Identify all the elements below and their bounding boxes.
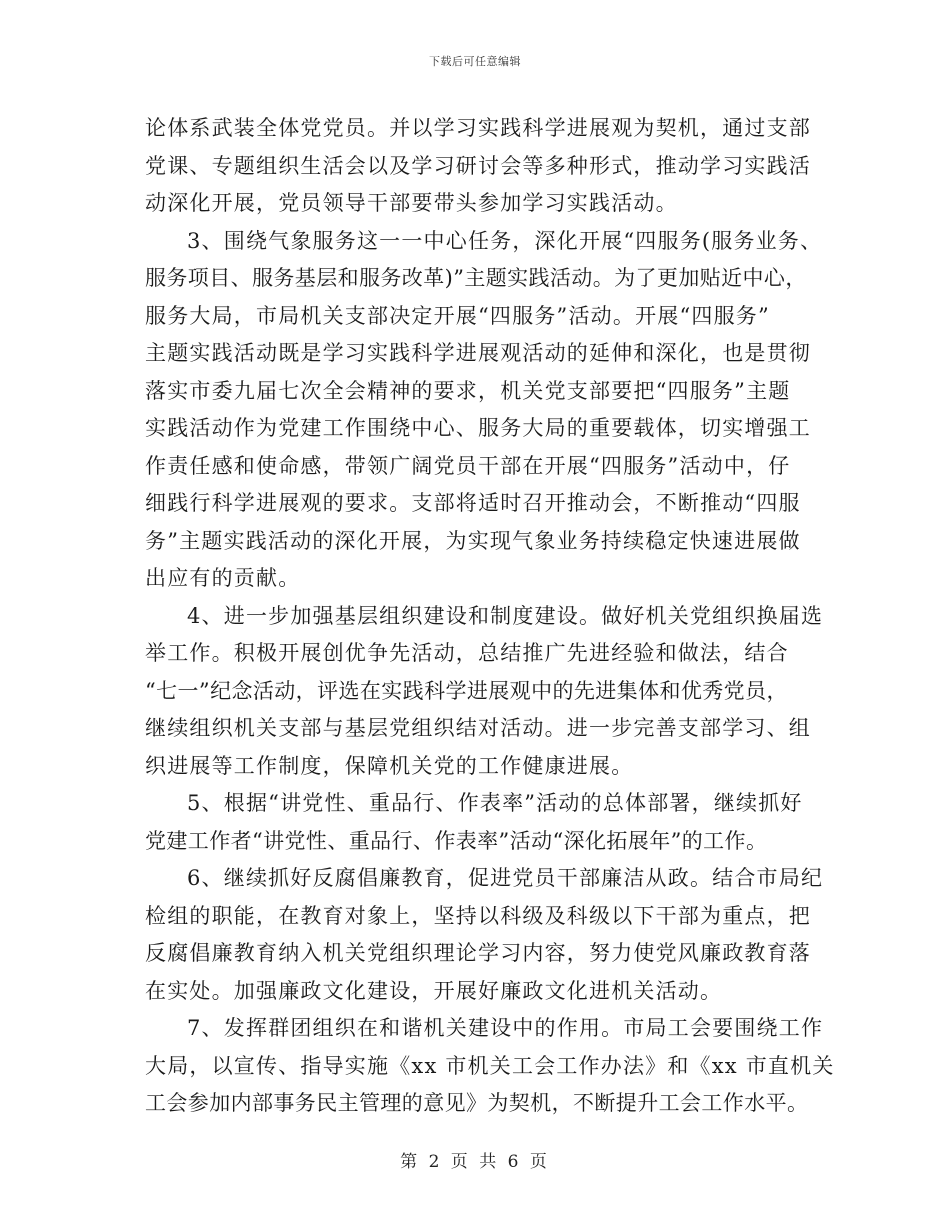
body-line: 论体系武装全体党党员。并以学习实践科学进展观为契机，通过支部 bbox=[145, 116, 811, 140]
body-line: 主题实践活动既是学习实践科学进展观活动的延伸和深化，也是贯彻 bbox=[145, 341, 811, 365]
body-line: 织进展等工作制度，保障机关党的工作健康进展。 bbox=[145, 753, 634, 778]
body-line-item-3: 3、围绕气象服务这一一中心任务，深化开展“四服务(服务业务、 bbox=[187, 228, 823, 253]
document-body bbox=[145, 110, 835, 1123]
body-line: 务”主题实践活动的深化开展，为实现气象业务持续稳定快速进展做 bbox=[145, 528, 801, 553]
body-line-item-5: 5、根据“讲党性、重品行、作表率”活动的总体部署，继续抓好 bbox=[187, 791, 803, 815]
page-number: 第 2 页 共 6 页 bbox=[400, 1152, 550, 1172]
body-line: 大局，以宣传、指导实施《xx 市机关工会工作办法》和《xx 市直机关 bbox=[145, 1053, 835, 1078]
body-line: 出应有的贡献。 bbox=[145, 566, 301, 590]
body-line: 实践活动作为党建工作围绕中心、服务大局的重要载体，切实增强工 bbox=[145, 416, 811, 440]
body-line: 继续组织机关支部与基层党组织结对活动。进一步完善支部学习、组 bbox=[145, 716, 811, 740]
body-line: 党课、专题组织生活会以及学习研讨会等多种形式，推动学习实践活 bbox=[145, 153, 811, 178]
body-line: 动深化开展，党员领导干部要带头参加学习实践活动。 bbox=[145, 191, 678, 215]
body-line: 在实处。加强廉政文化建设，开展好廉政文化进机关活动。 bbox=[145, 978, 723, 1003]
body-line-item-6: 6、继续抓好反腐倡廉教育，促进党员干部廉洁从政。结合市局纪 bbox=[187, 866, 824, 890]
body-line: 服务大局，市局机关支部决定开展“四服务”活动。开展“四服务” bbox=[145, 303, 770, 328]
body-line: 落实市委九届七次全会精神的要求，机关党支部要把“四服务”主题 bbox=[145, 378, 791, 403]
body-line: 工会参加内部事务民主管理的意见》为契机，不断提升工会工作水平。 bbox=[145, 1091, 809, 1115]
body-line: 细践行科学进展观的要求。支部将适时召开推动会，不断推动“四服 bbox=[145, 491, 801, 515]
body-line: 服务项目、服务基层和服务改革)”主题实践活动。为了更加贴近中心， bbox=[145, 266, 807, 290]
body-line: 检组的职能，在教育对象上，坚持以科级及科级以下干部为重点，把 bbox=[145, 903, 811, 928]
body-line-item-4: 4、进一步加强基层组织建设和制度建设。做好机关党组织换届选 bbox=[187, 603, 824, 628]
body-line: 党建工作者“讲党性、重品行、作表率”活动“深化拓展年”的工作。 bbox=[145, 828, 768, 853]
body-line-item-7: 7、发挥群团组织在和谐机关建设中的作用。市局工会要围绕工作 bbox=[187, 1016, 824, 1040]
page-header-note: 下载后可任意编辑 bbox=[429, 55, 521, 68]
body-line: 反腐倡廉教育纳入机关党组织理论学习内容，努力使党风廉政教育落 bbox=[145, 941, 811, 965]
body-line: “七一”纪念活动，评选在实践科学进展观中的先进集体和优秀党员， bbox=[145, 678, 788, 703]
body-line: 举工作。积极开展创优争先活动，总结推广先进经验和做法，结合 bbox=[145, 641, 789, 665]
body-line: 作责任感和使命感，带领广阔党员干部在开展“四服务”活动中，仔 bbox=[145, 453, 791, 478]
